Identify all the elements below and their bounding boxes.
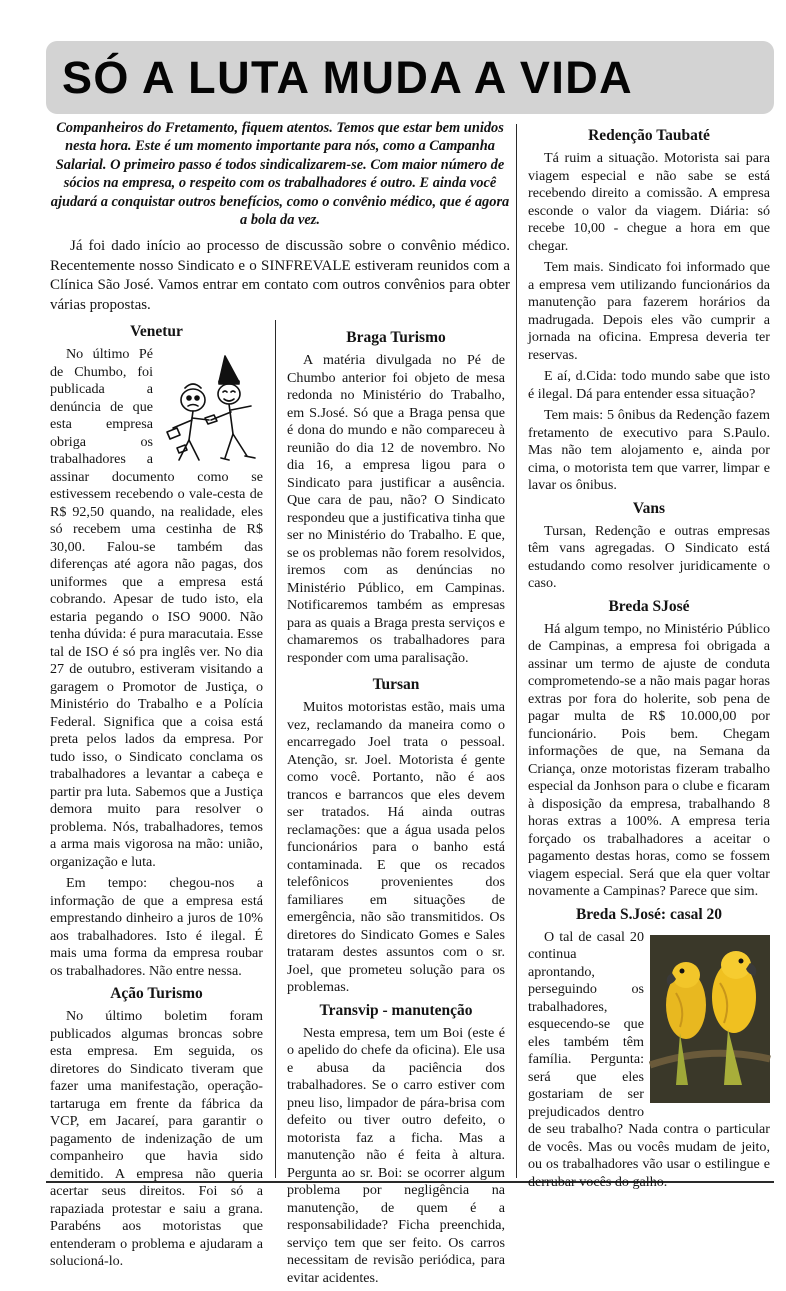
section-title-transvip: Transvip - manutenção [319,1001,473,1019]
section-title-venetur: Venetur [130,323,183,340]
venetur-paragraph-2: Em tempo: chegou-nos a informação de que a empresa está emprestando dinheiro a juros de 10% aos trabalhadores. Isto é ilegal. É mais uma forma da empresa roubar os trabalhadores. Não entre nessa. [50,875,263,979]
page-title: SÓ A LUTA MUDA A VIDA [62,52,634,103]
section-title-redencao-taubate: Redenção Taubaté [588,127,710,144]
redencao-paragraph-1: Tá ruim a situação. Motorista sai para viagem especial e não sabe se está recebendo direito a comissão. A empresa esconde o valor da viagem. Diária: só recebe 10,00 - chegue a hora em que chegar. [528,150,770,254]
section-title-breda-sjose: Breda SJosé [608,597,690,615]
transvip-paragraph-1: Nesta empresa, tem um Boi (este é o apelido do chefe da oficina). Ele usa e abusa da paciência dos trabalhadores. Se o carro estiver com pneu liso, limpador de pára-brisa com defeito ou tiver outro defeito, o motorista faz a ficha. Mas a manutenção não é feita à altura. Pergunta ao sr. Boi: se ocorrer algum problema por negligência na manutenção, de quem é a responsabilidade? Ficha preenchida, serviço tem que ser feito. Os carros necessitam de revisão periódica, para evitar acidentes. [287,1024,505,1286]
redencao-paragraph-2: Tem mais. Sindicato foi informado que a empresa vem utilizando funcionários da manutenção para fazerem horários da madrugada. Depois eles vão cumprir a jornada na oficina. Empresa deveria ter reservas. [528,259,770,363]
parrots-photo [650,935,770,1103]
section-title-acao-turismo: Ação Turismo [110,985,203,1002]
redencao-paragraph-3: E aí, d.Cida: todo mundo sabe que isto é ilegal. Dá para entender essa situação? [528,368,770,402]
cartoon-illustration [159,348,263,466]
redencao-paragraph-4: Tem mais: 5 ônibus da Redenção fazem fretamento de executivo para S.Paulo. Mas não tem alojamento e, ainda por cima, o motorista tem que varrer, limpar e lavar os ônibus. [528,407,770,493]
acao-paragraph-1: No último boletim foram publicados algumas broncas sobre esta empresa. Em seguida, os diretores do Sindicato tiveram que fazer uma manifestação, operação-tartaruga em frente da fábrica da VCP, em Jacareí, para garantir o pagamento de indenização de um companheiro que havia sido demitido. A empresa não queria acertar seus direitos. Foi só a rapaziada protestar e saiu a grana. Parabéns aos motoristas que entenderam o problema e ajudaram a solucioná-lo. [50,1008,263,1269]
vans-paragraph-1: Tursan, Redenção e outras empresas têm vans agregadas. O Sindicato está estudando como resolver juridicamente o caso. [528,522,770,591]
section-title-braga-turismo: Braga Turismo [346,329,446,346]
casal-paragraph-1: O tal de casal 20 continua aprontando, perseguindo os trabalhadores, esquecendo-se que eles também têm família. Pergunta: será que eles gostariam de ser prejudicados dentro de seu trabalho? Nada contra o particular de vocês. Mas ou vocês mudam de jeito, ou os trabalhadores vão usar o estilingue e derrubar vocês do galho. [528,928,770,1190]
section-title-tursan: Tursan [372,676,420,693]
section-title-breda-casal-20: Breda S.José: casal 20 [575,905,723,923]
braga-paragraph-1: A matéria divulgada no Pé de Chumbo anterior foi objeto de mesa redonda no Ministério do Trabalho, em S.José. Só que a Braga pensa que é dona do mundo e não compareceu à reunião do dia 12 de novembro. No dia 16, a empresa ligou para o Sindicato para justificar a ausência. Que cara de pau, não? O Sindicato respondeu que a justificativa tinha que ser no Ministério do Trabalho. E que, se os problemas não forem resolvidos, iremos com as denúncias no Ministério Público, em Campinas. Notificaremos também as empresas para as quais a Braga presta serviços e chamaremos os trabalhadores para responder com uma paralisação. [287,352,505,666]
breda-paragraph-1: Há algum tempo, no Ministério Público de Campinas, a empresa foi obrigada a assinar um termo de ajuste de conduta comprometendo-se a não mais pagar horas extras por fora do holerite, sob pena de pagar multa de R$ 10.000,00 por funcionário. Pois bem. Chegam informações de que, na Semana da Criança, onze motoristas fizeram trabalho especial da Jonhson para o clube e ficaram à disposição da empresa, trabalhando 8 horas extras a 100%. A empresa teria forçado os trabalhadores a aceitar o pagamento destas horas, como se fossem viagem especial. Será que ela quer voltar novamente a Campinas? Parece que sim. [528,620,770,899]
venetur-paragraph-1: No último Pé de Chumbo, foi publicada a denúncia de que esta empresa obriga os trabalhadores a assinar documento como se estivessem recebendo o vale-cesta de R$ 92,50 quando, na realidade, eles só recebem uma cestinha de R$ 30,00. Falou-se também das diferenças até agora não pagas, dos uniformes que a empresa está cobrando. Apesar de tudo isto, ela estaria pegando o ISO 9000. Não tenha dúvida: é pura maracutaia. Esse tal de ISO é só pra inglês ver. No dia 27 de outubro, estiveram visitando a garagem o Promotor de Justiça, o Ministério do Trabalho e a Polícia Federal. Significa que a coisa está preta pelos lados da empresa. Por tudo isso, o Sindicato conclama os trabalhadores a levantar a cabeça e partir pra luta. Sabemos que a Justiça demora muito para resolver o problema. Nós, trabalhadores, temos a arma mais vigorosa na mão: união, organização e luta. [50,346,263,870]
intro-body: Já foi dado início ao processo de discussão sobre o convênio médico. Recentemente nosso Sindicato e o SINFREVALE estiveram reunidos com a Clínica São José. Vamos entrar em contato com outros convênios para obter várias propostas. [50,238,510,313]
tursan-paragraph-1: Muitos motoristas estão, mais uma vez, reclamando da maneira como o encarregado Joel trata o pessoal. Atenção, sr. Joel. Motorista é gente como você. Portanto, não é aos trancos e barrancos que eles devem ser tratados. Há ainda outras reclamações: que a água usada pelos funcionários para o banho está contaminada. E que os recados telefônicos provenientes dos familiares em situações de emergência, não são transmitidos. Os diretores do Sindicato Gomes e Sales trataram destes assuntos com o sr. Joel, que prometeu solução para os problemas. [287,699,505,995]
column-2 [287,326,505,1291]
intro-lead: Companheiros do Fretamento, fiquem atentos. Temos que estar bem unidos nesta hora. Este é um momento importante para nós, como a Campanha Salarial. O primeiro passo é todos sindicalizarem-se. Com maior número de sócios na empresa, o respeito com os trabalhadores é outro. E ainda você ajudará a conquistar outros benefícios, como o convênio médico, que é agora a bola da vez. [50,120,510,229]
column-divider-right [516,124,517,1178]
column-1 [50,320,263,1275]
column-3 [528,124,770,1195]
section-title-vans: Vans [632,499,666,517]
column-divider-middle [275,320,276,1178]
